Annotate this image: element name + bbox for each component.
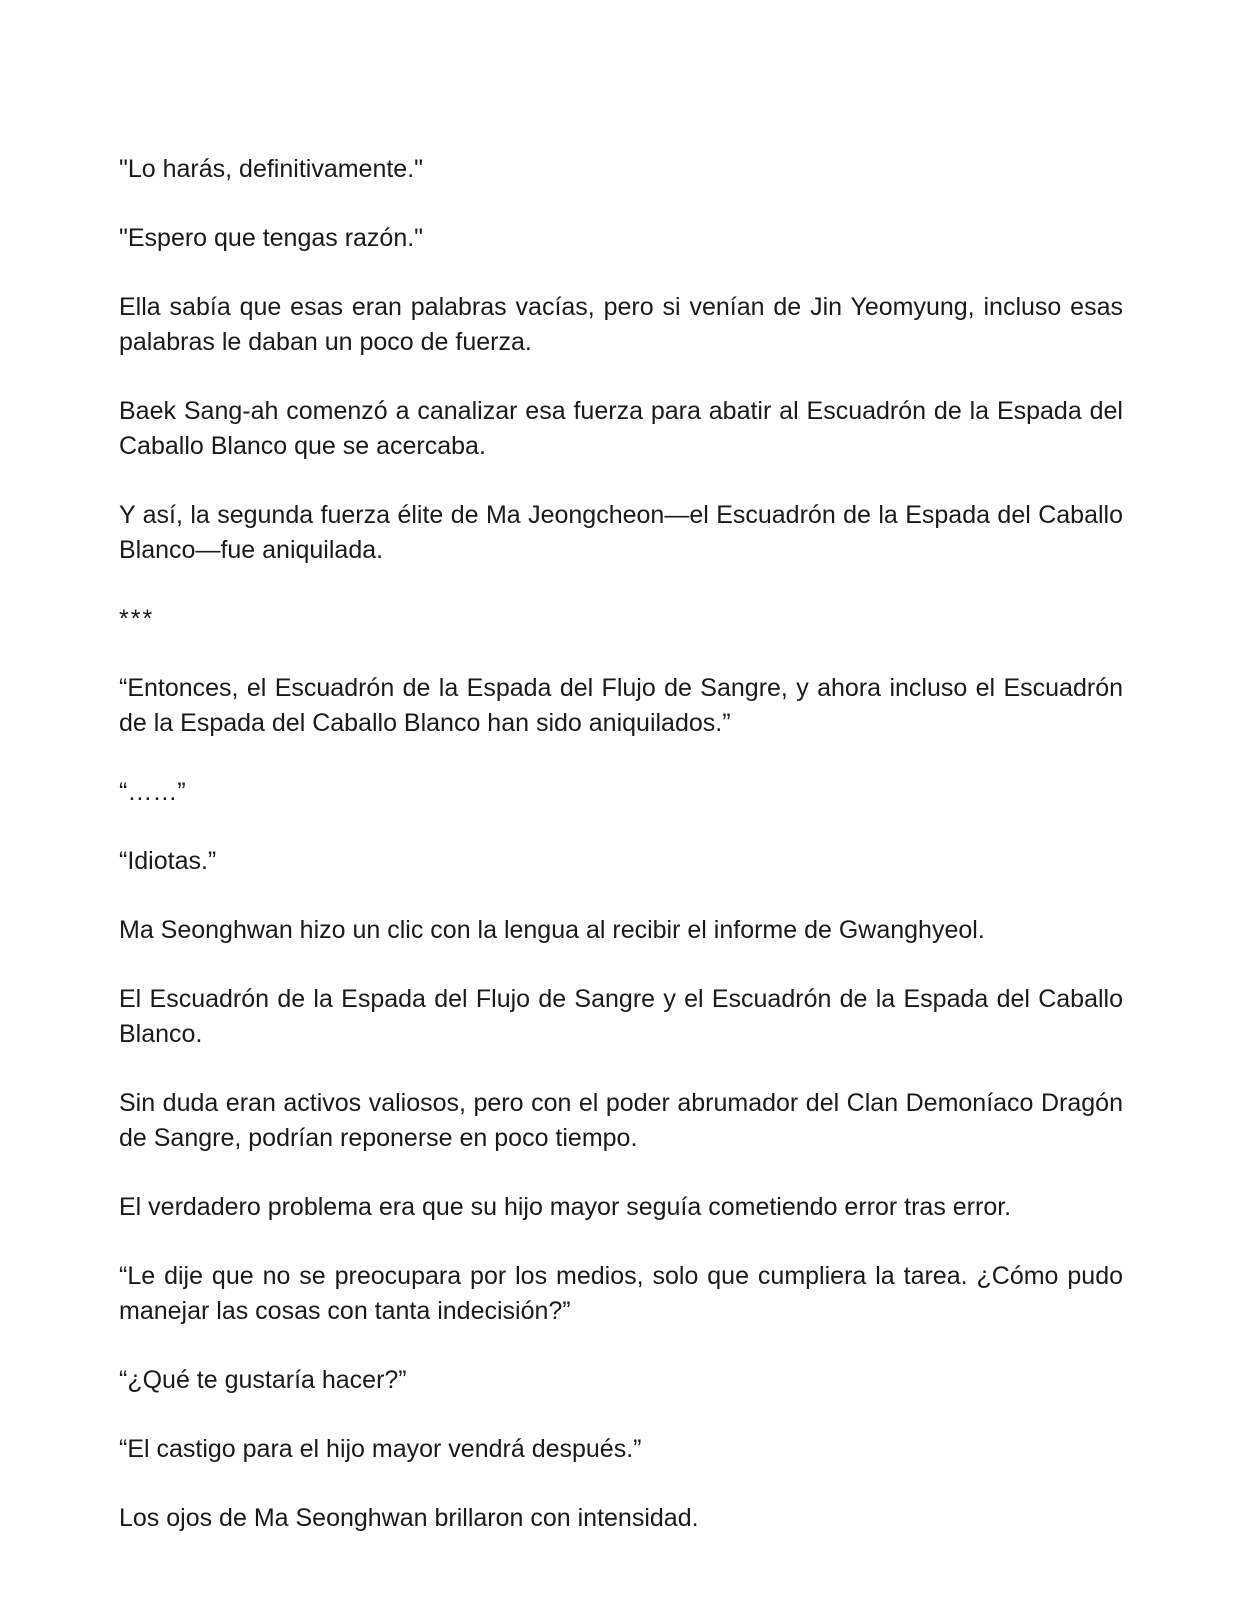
paragraph: "Lo harás, definitivamente." xyxy=(119,155,424,183)
paragraph: “Idiotas.” xyxy=(119,847,217,875)
paragraph: Los ojos de Ma Seonghwan brillaron con intensidad. xyxy=(119,1504,699,1532)
paragraph: Y así, la segunda fuerza élite de Ma Jeongcheon—el Escuadrón de la Espada del Caballo Blanco—fue aniquilada. xyxy=(119,501,1123,564)
paragraph: Baek Sang-ah comenzó a canalizar esa fuerza para abatir al Escuadrón de la Espada del Caballo Blanco que se acercaba. xyxy=(119,397,1123,460)
paragraph: Sin duda eran activos valiosos, pero con el poder abrumador del Clan Demoníaco Dragón de Sangre, podrían reponerse en poco tiempo. xyxy=(119,1089,1123,1152)
scene-separator: *** xyxy=(119,605,155,633)
document-body xyxy=(119,152,1123,1570)
paragraph: “Le dije que no se preocupara por los medios, solo que cumpliera la tarea. ¿Cómo pudo manejar las cosas con tanta indecisión?” xyxy=(119,1262,1123,1325)
paragraph: "Espero que tengas razón." xyxy=(119,224,424,252)
paragraph: “El castigo para el hijo mayor vendrá después.” xyxy=(119,1435,642,1463)
paragraph: “……” xyxy=(119,778,186,806)
paragraph: El verdadero problema era que su hijo mayor seguía cometiendo error tras error. xyxy=(119,1193,1012,1221)
paragraph: “Entonces, el Escuadrón de la Espada del Flujo de Sangre, y ahora incluso el Escuadrón de la Espada del Caballo Blanco han sido aniquilados.” xyxy=(119,674,1123,737)
paragraph: Ma Seonghwan hizo un clic con la lengua al recibir el informe de Gwanghyeol. xyxy=(119,916,985,944)
paragraph: Ella sabía que esas eran palabras vacías, pero si venían de Jin Yeomyung, incluso esas palabras le daban un poco de fuerza. xyxy=(119,293,1123,356)
paragraph: “¿Qué te gustaría hacer?” xyxy=(119,1366,407,1394)
paragraph: El Escuadrón de la Espada del Flujo de Sangre y el Escuadrón de la Espada del Caballo Blanco. xyxy=(119,985,1123,1048)
